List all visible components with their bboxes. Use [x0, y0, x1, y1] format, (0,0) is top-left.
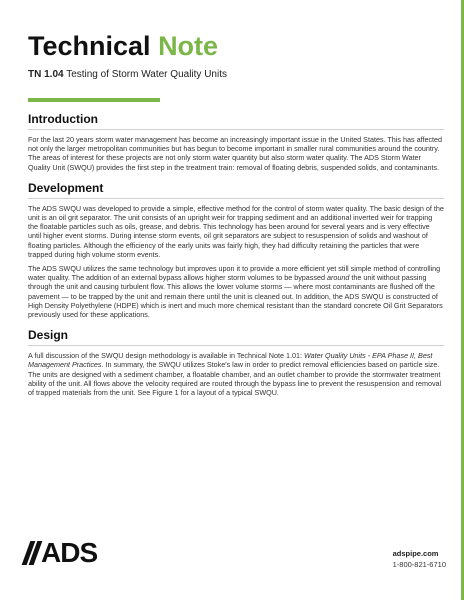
title-accent: Note	[158, 31, 219, 61]
paragraph-emphasis: around	[326, 273, 350, 283]
paragraph-emphasis: Water Quality Units - EPA Phase II, Best Management Practices	[28, 351, 433, 370]
section-paragraph: For the last 20 years storm water management has become an increasingly important issue in the United States. This has affected not only the larger metropolitan communities but has begun to become important in smaller rural communities around the country. The areas of interest for these projects are not only storm water quantity but also storm water quality. The ADS Storm Water Quality Unit (SWQU) provides the first step in the treatment train: removal of floating debris, suspended solids, and contaminants.	[28, 135, 443, 172]
title-main: Technical	[28, 31, 151, 61]
paragraph-text: the unit without passing through the unit and causing turbulent flow. This allows the lower volume storms — where most contaminants are flushed off the pavement — to be trapped by the unit and remain there until the unit is cleaned out. In addition, the ADS SWQU is constructed of High Density Polyethylene (HDPE) which is inert and much more chemical resistant than the standard concrete Oil Grit Separators previously used for these applications.	[28, 273, 443, 320]
page-subtitle	[28, 68, 227, 81]
header-rule	[28, 98, 160, 102]
tn-number: TN 1.04	[28, 69, 64, 80]
section-heading: Development	[28, 181, 444, 199]
paragraph-text: A full discussion of the SWQU design methodology is available in Technical Note 1.01:	[28, 351, 304, 361]
section-design	[28, 328, 444, 397]
document-body	[28, 112, 444, 406]
section-paragraph: The ADS SWQU was developed to provide a simple, effective method for the control of storm water quality. The basic design of the unit is an oil grit separator. The unit consists of an upright weir for trapping sediment and an additional inverted weir for trapping the floatable particles such as oils, grease, and debris. This technology has been around for several years and is very effective until higher event storms. During intense storm events, oil grit separators are subject to resuspension of solids and washout of floating particles. Although the efficiency of the early units was fairly high, they had difficulty retaining the particles that were trapped during high volume storm events.	[28, 203, 444, 259]
document-header	[28, 30, 227, 81]
paragraph-text: . In summary, the SWQU utilizes Stoke's law in order to predict removal efficiencies based on particle size. The units are designed with a sediment chamber, a floatable chamber, and an outlet chamber to provide the stormwater treatment ability of the unit. All flows above the velocity required are routed through the bypass line to prevent the resuspension and removal of trapped materials from the unit. See Figure 1 for a layout of a typical SWQU.	[28, 360, 442, 398]
section-heading: Design	[28, 328, 444, 346]
section-paragraph	[28, 264, 444, 319]
logo-text: ADS	[41, 537, 98, 568]
paragraph-text: The ADS SWQU utilizes the same technology but improves upon it to provide a more efficient yet still simple method of controlling water quality. The addition of an external bypass allows higher storm volumes to be bypassed	[28, 264, 441, 283]
page-title	[28, 30, 227, 62]
section-development	[28, 181, 444, 319]
footer-website[interactable]: adspipe.com	[392, 549, 439, 558]
footer-phone: 1-800-821-6710	[392, 560, 446, 569]
footer-contact	[393, 548, 446, 570]
section-paragraph	[28, 351, 444, 397]
subtitle-text: Testing of Storm Water Quality Units	[66, 69, 227, 80]
ads-logo	[26, 537, 98, 568]
section-introduction	[28, 112, 444, 172]
section-heading: Introduction	[28, 112, 444, 130]
logo-slashes-icon	[26, 541, 38, 565]
